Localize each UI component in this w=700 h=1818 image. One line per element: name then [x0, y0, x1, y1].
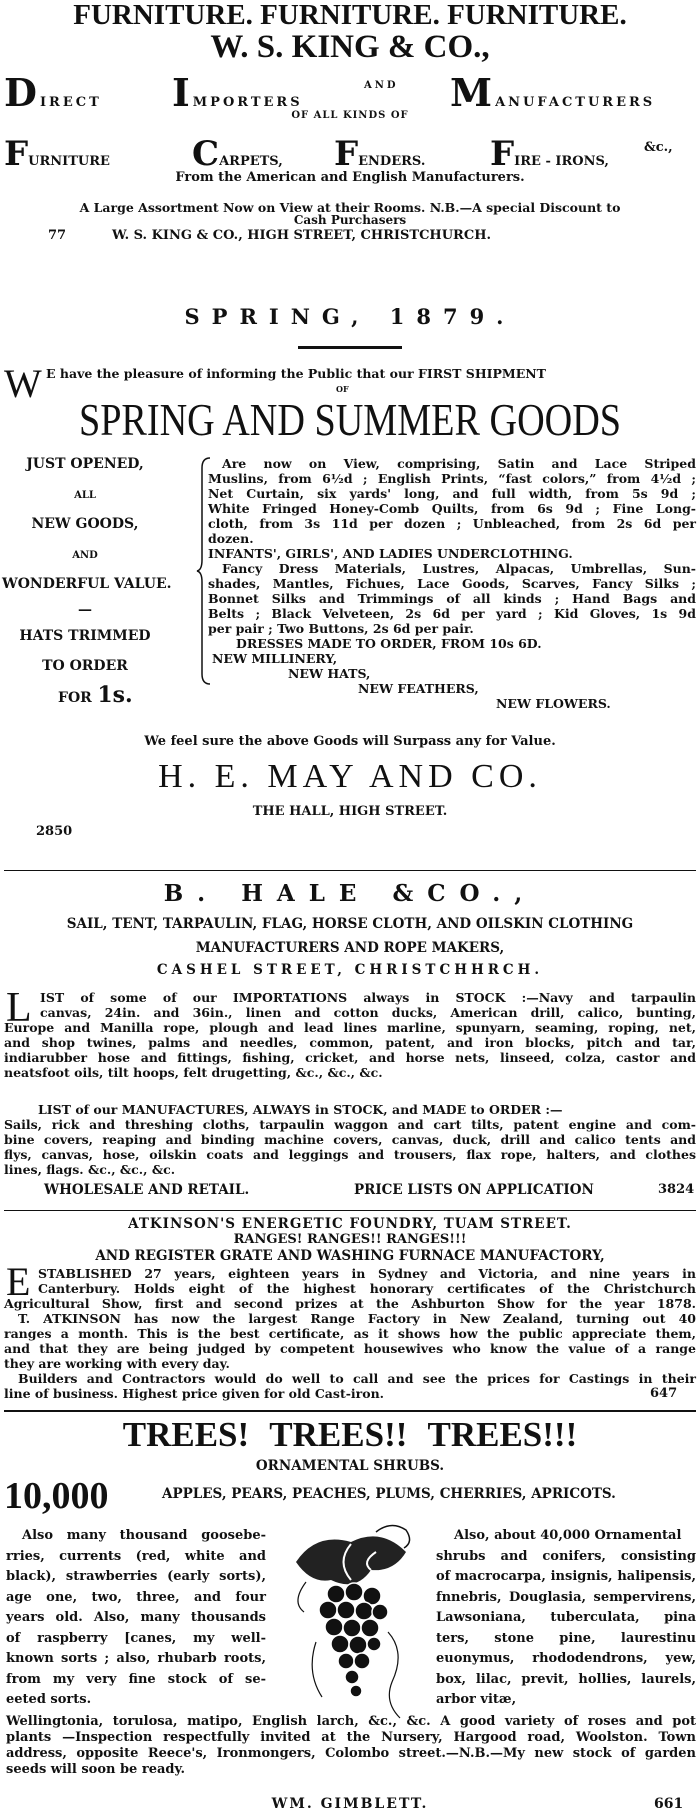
furniture-carpets-line: [4, 134, 696, 174]
hale-man-line-1: LIST of our MANUFACTURES, ALWAYS in STOCK, and MADE to ORDER :—: [38, 1102, 563, 1117]
hale-line-2: MANUFACTURERS AND ROPE MAKERS,: [195, 940, 505, 956]
spring-heading: SPRING, 1879.: [184, 304, 516, 329]
gimblett-bottom: [6, 1714, 696, 1778]
wholesale-retail: WHOLESALE AND RETAIL.: [44, 1182, 250, 1198]
atkinson-advert: [0, 1214, 700, 1414]
may-line-3: Net Curtain, six yards' long, and full width, from 5s 9d ;: [208, 486, 696, 501]
for-price-value: 1s.: [97, 682, 133, 708]
pleasure-line: E have the pleasure of informing the Public that our FIRST SHIPMENT: [46, 366, 546, 381]
hale-ref-number: 3824: [658, 1182, 695, 1197]
may-line-4: White Fringed Honey-Comb Quilts, from 6s 9d ; Fine Long-: [208, 501, 696, 516]
ranges-line: RANGES! RANGES!! RANGES!!!: [233, 1232, 467, 1247]
ten-thousand: 10,000: [4, 1475, 109, 1517]
trees-heading: TREES! TREES!! TREES!!!: [122, 1415, 578, 1454]
cash-purchasers-line: Cash Purchasers: [293, 213, 407, 227]
hale-man-line-5: lines, flags. &c., &c., &c.: [4, 1162, 176, 1177]
atkinson-ref-number: 647: [650, 1386, 678, 1401]
direct-importers-line: [4, 70, 696, 115]
new-goods: NEW GOODS,: [31, 516, 139, 532]
fireirons-word: IRE - IRONS,: [514, 154, 609, 169]
may-line-9: shades, Mantles, Fichues, Lace Goods, Scarves, Fancy Silks ;: [208, 576, 696, 591]
hale-man-line-4: flys, canvas, hose, oilskin coats and leggings and trousers, flax rope, halters, and clothes: [4, 1147, 696, 1162]
dresses-made-line: DRESSES MADE TO ORDER, FROM 10s 6D.: [236, 636, 542, 651]
may-line-10: Bonnet Silks and Trimmings of all kinds ; Hand Bags and: [208, 591, 696, 606]
hale-list-initial: L: [6, 985, 32, 1031]
and-word-left: AND: [72, 550, 98, 561]
hale-line-1: SAIL, TENT, TARPAULIN, FLAG, HORSE CLOTH, AND OILSKIN CLOTHING: [66, 916, 634, 932]
may-address: THE HALL, HIGH STREET.: [252, 804, 448, 819]
carpets-word: ARPETS,: [219, 154, 283, 169]
atk-line-2: Canterbury. Holds eight of the highest honorary certificates of the Christchurch: [38, 1281, 696, 1296]
atk-line-4: T. ATKINSON has now the largest Range Factory in New Zealand, turning out 40: [18, 1311, 696, 1326]
gim-left-9: eeted sorts.: [6, 1692, 92, 1707]
direct-word: IRECT: [39, 95, 102, 110]
grape-vine-icon: [276, 1522, 426, 1722]
and-word: AND: [364, 80, 399, 91]
gim-bottom-1: Wellingtonia, torulosa, matipo, English larch, &c., &c. A good variety of roses and pot: [6, 1714, 696, 1729]
spring-summer-title: SPRING AND SUMMER GOODS: [78, 394, 622, 445]
hale-line-3: CASHEL STREET, CHRISTCHHRCH.: [156, 962, 544, 978]
gim-left-1: Also many thousand goosebe-: [22, 1528, 266, 1543]
gim-left-5: years old. Also, many thousands: [6, 1610, 266, 1625]
all-word: ALL: [74, 490, 96, 501]
king-firm-name: W. S. KING & CO.,: [210, 29, 490, 65]
gim-right-2: shrubs and conifers, consisting: [436, 1548, 696, 1564]
from-manufacturers-line: From the American and English Manufacturers.: [175, 170, 525, 185]
atk-line-5: ranges a month. This is the best certificate, as it shows how the public appreciate them,: [4, 1326, 696, 1341]
gim-right-9: arbor vitæ,: [436, 1692, 517, 1707]
king-ref-number: 77: [48, 228, 67, 243]
may-line-12: per pair ; Two Buttons, 2s 6d per pair.: [208, 621, 474, 636]
atk-line-8: Builders and Contractors would do well to call and see the prices for Castings in their: [18, 1371, 696, 1386]
atk-line-6: and that they are being judged by competent housewives who know the value of a range: [4, 1341, 696, 1356]
gim-bottom-4: seeds will soon be ready.: [6, 1762, 186, 1777]
divider-2: [4, 1210, 696, 1211]
gim-left-4: age one, two, three, and four: [6, 1589, 266, 1605]
of-word: OF: [336, 384, 349, 394]
spring-heading-rule: [298, 346, 402, 349]
furniture-word: URNITURE: [28, 154, 110, 169]
hale-imp-line-1: IST of some of our IMPORTATIONS always in STOCK :—Navy and tarpaulin: [40, 990, 696, 1005]
gim-left-7: known sorts ; also, rhubarb roots,: [6, 1651, 266, 1666]
all-kinds-line: OF ALL KINDS OF: [291, 110, 409, 121]
may-line-8: Fancy Dress Materials, Lustres, Alpacas, Umbrellas, Sun-: [222, 561, 696, 576]
for-price: [58, 682, 133, 708]
fireirons-initial: F: [490, 134, 515, 174]
manufacturers-word: ANUFACTURERS: [495, 95, 656, 110]
may-right-column: [208, 456, 696, 711]
fenders-initial: F: [334, 134, 359, 174]
gim-right-6: ters, stone pine, laurestinu: [436, 1630, 696, 1646]
hale-man-line-3: bine covers, reaping and binding machine covers, canvas, duck, drill and calico tents and: [4, 1132, 696, 1147]
just-opened: JUST OPENED,: [26, 456, 144, 472]
gimblett-signature: WM. GIMBLETT.: [271, 1796, 429, 1812]
atk-line-7: they are working with every day.: [4, 1356, 230, 1371]
hale-imp-line-4: and shop twines, palms and needles, common, patent, and iron blocks, pitch and tar,: [4, 1035, 696, 1050]
gim-left-6: of raspberry [canes, my well-: [6, 1630, 266, 1646]
gim-bottom-3: address, opposite Reece's, Ironmongers, Colombo street.—N.B.—My new stock of garden: [6, 1746, 696, 1761]
furniture-banner: FURNITURE. FURNITURE. FURNITURE.: [73, 0, 627, 31]
king-address: W. S. KING & CO., HIGH STREET, CHRISTCHURCH.: [112, 228, 491, 243]
to-order: TO ORDER: [42, 658, 128, 674]
may-firm-name: H. E. MAY AND CO.: [158, 758, 542, 795]
etc-word: &c.,: [644, 140, 673, 155]
importers-initial: I: [172, 70, 193, 115]
may-line-2: Muslins, from 6½d ; English Prints, “fast colors,” from 4½d ;: [208, 471, 696, 486]
new-millinery: NEW MILLINERY,: [212, 651, 338, 666]
gim-bottom-2: plants —Inspection respectfully invited at the Nursery, Hargood road, Woolston. Town: [6, 1730, 696, 1745]
gim-right-5: Lawsoniana, tuberculata, pina: [436, 1610, 696, 1625]
carpets-initial: C: [192, 134, 220, 174]
direct-initial: D: [4, 70, 40, 115]
divider-1: [4, 870, 696, 871]
king-advert: [0, 0, 700, 243]
gim-right-8: box, lilac, previt, hollies, laurels,: [436, 1671, 696, 1687]
atkinson-body: [4, 1259, 696, 1401]
hale-imp-line-5: indiarubber hose and fittings, fishing, cricket, and horse nets, linseed, colza, castor and: [4, 1050, 696, 1065]
atk-line-9: line of business. Highest price given for old Cast-iron.: [4, 1386, 385, 1401]
gimblett-right: [436, 1526, 696, 1711]
hale-imp-line-3: Europe and Manilla rope, plough and lead lines marline, spunyarn, seaming, roping, net,: [4, 1020, 696, 1035]
importers-word: MPORTERS: [192, 95, 303, 110]
hale-firm-name: B. HALE &CO.,: [163, 880, 537, 907]
new-flowers: NEW FLOWERS.: [496, 696, 611, 711]
divider-3: [4, 1410, 696, 1412]
surpass-line: We feel sure the above Goods will Surpass any for Value.: [144, 734, 556, 749]
hale-imp-line-2: canvas, 24in. and 36in., linen and cotton ducks, American drill, calico, bunting,: [40, 1005, 696, 1020]
gim-right-7: euonymus, rhododendrons, yew,: [436, 1651, 696, 1666]
atkinson-initial: E: [6, 1259, 31, 1304]
atk-line-1: STABLISHED 27 years, eighteen years in Sydney and Victoria, and nine years in: [38, 1266, 696, 1281]
hale-man-line-2: Sails, rick and threshing cloths, tarpaulin waggon and cart tilts, patent engine and com-: [4, 1117, 696, 1132]
register-grate-line: AND REGISTER GRATE AND WASHING FURNACE MANUFACTORY,: [95, 1248, 605, 1264]
underclothing-line: INFANTS', GIRLS', AND LADIES UNDERCLOTHING.: [208, 546, 573, 561]
hale-importations: [4, 985, 696, 1080]
gimblett-advert: [0, 1414, 700, 1818]
furniture-initial: F: [4, 134, 29, 174]
wonderful-value: WONDERFUL VALUE.: [2, 576, 172, 592]
atkinson-title: ATKINSON'S ENERGETIC FOUNDRY, TUAM STREET.: [128, 1216, 572, 1232]
left-dash: —: [78, 602, 92, 618]
fenders-word: ENDERS.: [358, 154, 426, 169]
assortment-line: A Large Assortment Now on View at their Rooms. N.B.—A special Discount to: [79, 200, 621, 215]
gim-left-2: rries, currents (red, white and: [6, 1548, 266, 1564]
atk-line-3: Agricultural Show, first and second prizes at the Ashburton Show for the year 1878.: [4, 1296, 696, 1311]
gim-left-3: black), strawberries (early sorts),: [6, 1569, 266, 1584]
hale-imp-line-6: neatsfoot oils, tilt hoops, felt drugetting, &c., &c., &c.: [4, 1065, 383, 1080]
new-hats: NEW HATS,: [288, 666, 371, 681]
gim-right-1: Also, about 40,000 Ornamental: [454, 1528, 682, 1543]
may-line-5: cloth, from 3s 11d per dozen ; Unbleached, from 2s 6d per: [208, 516, 696, 531]
may-ref-number: 2850: [36, 824, 73, 839]
gimblett-ref-number: 661: [654, 1796, 684, 1812]
manufacturers-initial: M: [450, 70, 496, 115]
hale-advert: [0, 876, 700, 1206]
gim-right-3: of macrocarpa, insignis, halipensis,: [436, 1569, 696, 1584]
ornamental-shrubs: ORNAMENTAL SHRUBS.: [255, 1458, 445, 1474]
we-initial: W: [4, 361, 42, 406]
may-line-1: Are now on View, comprising, Satin and Lace Striped: [222, 456, 696, 471]
for-label: FOR: [58, 690, 92, 706]
gimblett-left: [6, 1526, 266, 1711]
gim-right-4: fnnebris, Douglasia, sempervirens,: [436, 1589, 696, 1605]
hats-trimmed: HATS TRIMMED: [19, 628, 151, 644]
may-line-11: Belts ; Black Velveteen, 2s 6d per yard ; Kid Gloves, 1s 9d: [208, 606, 696, 621]
hale-manufactures: [4, 1102, 696, 1177]
may-advert: [0, 260, 700, 860]
gim-left-8: from my very fine stock of se-: [6, 1671, 266, 1687]
new-feathers: NEW FEATHERS,: [358, 681, 479, 696]
price-lists: PRICE LISTS ON APPLICATION: [354, 1182, 594, 1198]
fruit-list: APPLES, PEARS, PEACHES, PLUMS, CHERRIES, APRICOTS.: [162, 1486, 616, 1502]
may-line-6: dozen.: [208, 531, 254, 546]
